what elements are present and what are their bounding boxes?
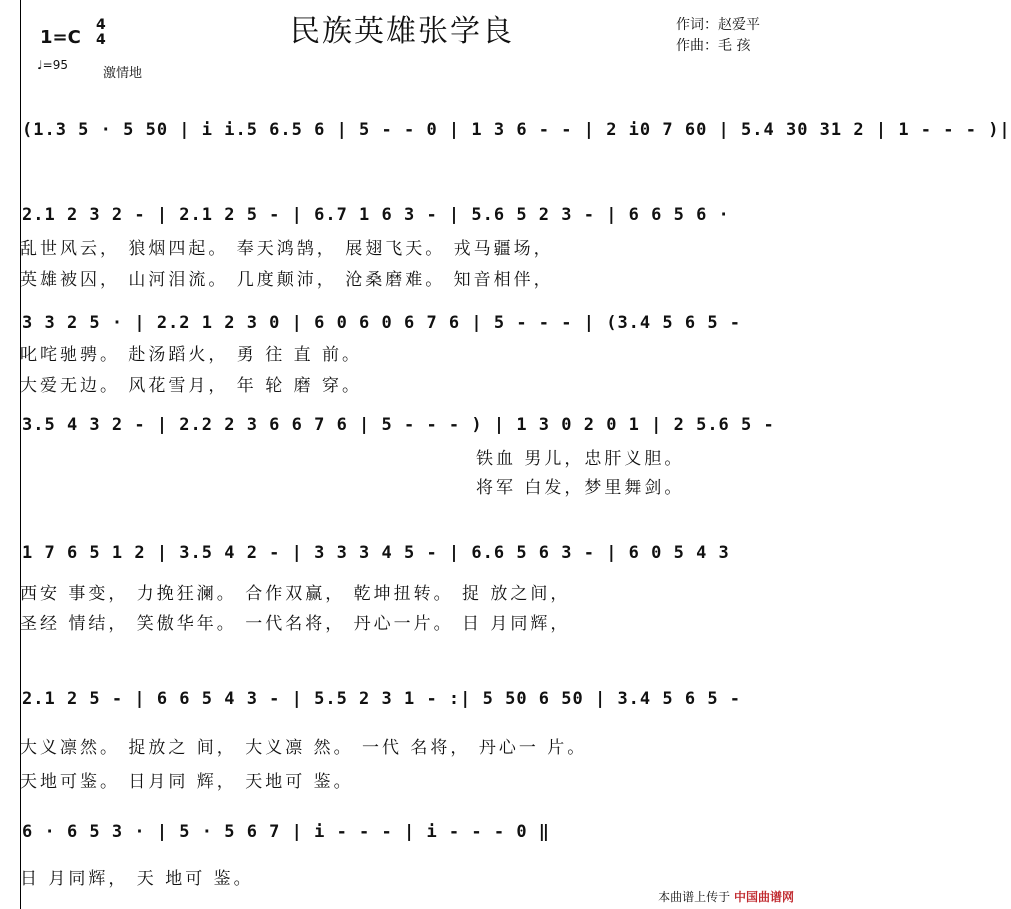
lyric-row-3-verse-1: 叱咤驰骋。 赴汤蹈火， 勇 往 直 前。 [20,345,363,365]
lyric-row-4-verse-2: 将军 白发，梦里舞剑。 [476,478,685,498]
tempo-marking: ♩=95 [37,58,68,72]
lyric-row-6-verse-2: 天地可鉴。 日月同 辉， 天地可 鉴。 [20,772,354,792]
notation-row-5: 1 7 6 5 1 2 | 3.5 4 2 - | 3 3 3 4 5 - | 6.6 5 6 3 - | 6 0 5 4 3 [22,543,730,563]
notation-row-1: (1.3 5 · 5 50 | i i.5 6.5 6 | 5 - - 0 | 1 3 6 - - | 2 i0 7 60 | 5.4 30 31 2 | 1 - - - )| [22,120,1011,140]
lyric-row-5-verse-2: 圣经 情结， 笑傲华年。 一代名将， 丹心一片。 日 月同辉， [20,614,571,634]
key-signature: 1=C [40,27,81,48]
lyric-row-2-verse-2: 英雄被囚， 山河泪流。 几度颠沛， 沧桑磨难。 知音相伴， [20,270,554,290]
notation-row-6: 2.1 2 5 - | 6 6 5 4 3 - | 5.5 2 3 1 - :| 5 50 6 50 | 3.4 5 6 5 - [22,689,742,709]
time-signature-bottom: 4 [96,32,106,48]
lyric-row-3-verse-2: 大爱无边。 风花雪月， 年 轮 磨 穿。 [20,376,363,396]
lyric-row-7-verse-1: 日 月同辉， 天 地可 鉴。 [20,869,254,889]
lyric-row-2-verse-1: 乱世风云， 狼烟四起。 奉天鸿鹄， 展翅飞天。 戎马疆场， [20,239,554,259]
footer-source [658,888,794,905]
composer-credit: 作曲：毛 孩 [676,38,751,54]
lyric-row-4-verse-1: 铁血 男儿，忠肝义胆。 [476,449,685,469]
notation-row-3: 3 3 2 5 · | 2.2 1 2 3 0 | 6 0 6 0 6 7 6 | 5 - - - | (3.4 5 6 5 - [22,313,742,333]
notation-row-2: 2.1 2 3 2 - | 2.1 2 5 - | 6.7 1 6 3 - | 5.6 5 2 3 - | 6 6 5 6 · [22,205,730,225]
lyric-row-6-verse-1: 大义凛然。 捉放之 间， 大义凛 然。 一代 名将， 丹心一 片。 [20,738,588,758]
footer-upload-text: 本曲谱上传于 [658,890,731,904]
time-signature-top: 4 [96,17,106,33]
time-signature [96,18,106,48]
song-title: 民族英雄张学良 [290,14,514,49]
lyric-row-5-verse-1: 西安 事变， 力挽狂澜。 合作双赢， 乾坤扭转。 捉 放之间， [20,584,571,604]
expression-marking: 激情地 [103,66,143,81]
footer-brand-logo: 中国曲谱网 [733,890,794,904]
notation-row-4: 3.5 4 3 2 - | 2.2 2 3 6 6 7 6 | 5 - - - ) | 1 3 0 2 0 1 | 2 5.6 5 - [22,415,775,435]
notation-row-7: 6 · 6 5 3 · | 5 · 5 6 7 | i - - - | i - - - 0 ‖ [22,822,551,842]
lyricist-credit: 作词：赵爱平 [676,17,760,33]
